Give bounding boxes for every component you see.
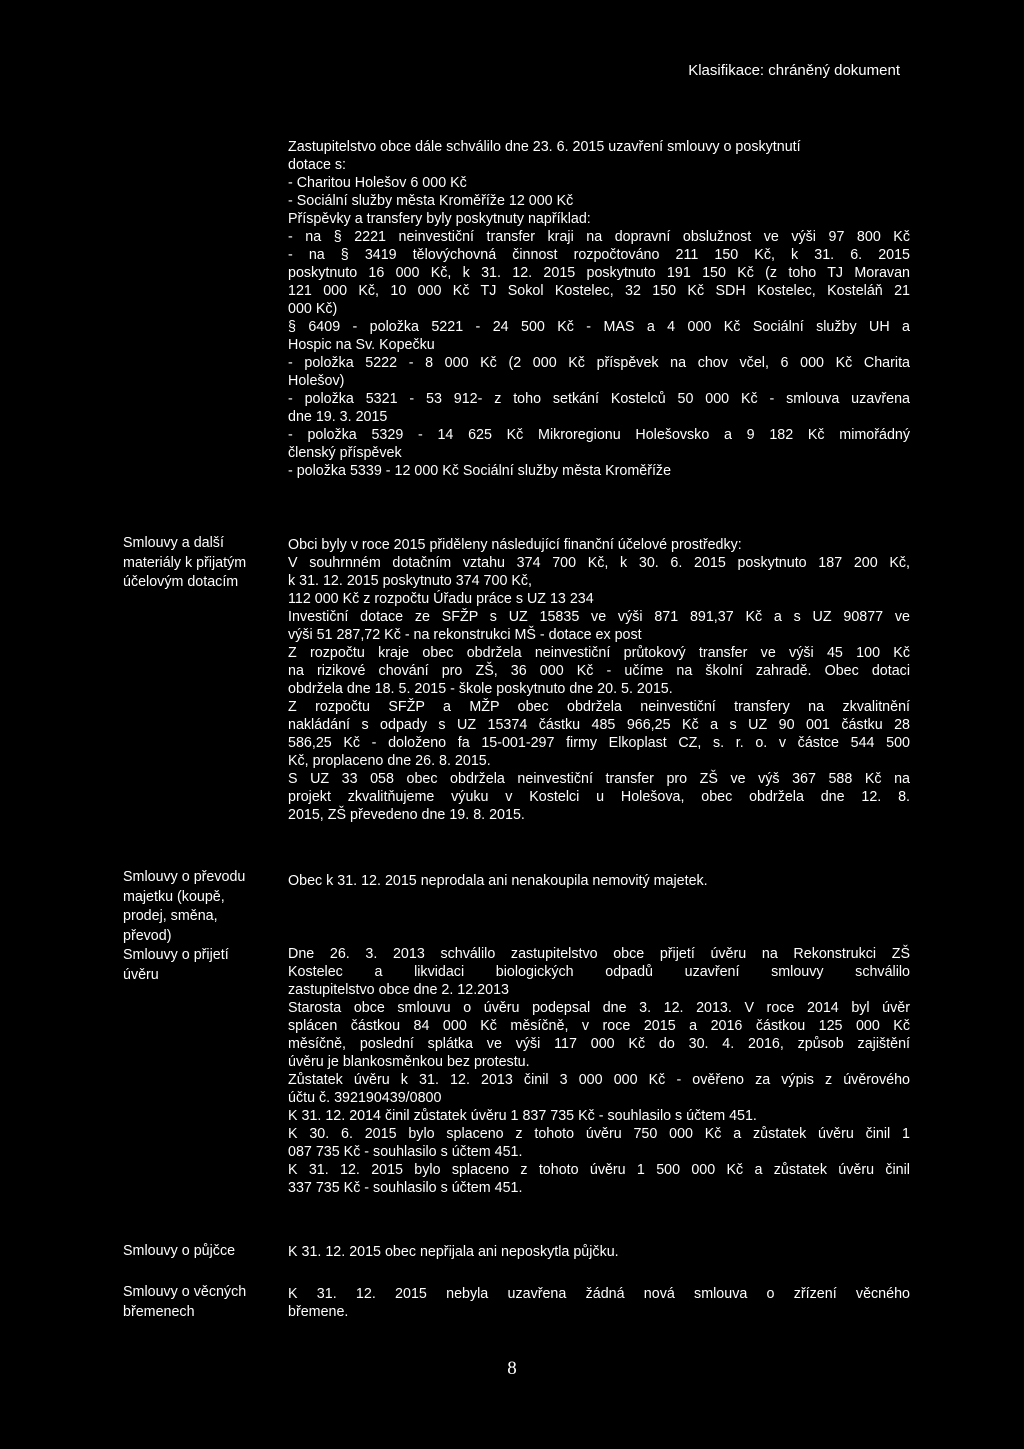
- text-line: - položka 5329 - 14 625 Kč Mikroregionu Holešovsko a 9 182 Kč mimořádný: [288, 427, 910, 443]
- text-line: 586,25 Kč - doloženo fa 15-001-297 firmy Elkoplast CZ, s. r. o. v částce 544 500: [288, 735, 910, 751]
- text-line: - Sociální služby města Kroměříže 12 000 Kč: [288, 193, 574, 209]
- text-line: Obec k 31. 12. 2015 neprodala ani nenakoupila nemovitý majetek.: [288, 873, 708, 889]
- text-line: 2015, ZŠ převedeno dne 19. 8. 2015.: [288, 807, 525, 823]
- text-line: - na § 2221 neinvestiční transfer kraji na dopravní obslužnost ve výši 97 800 Kč: [288, 229, 910, 245]
- text-line: Příspěvky a transfery byly poskytnuty například:: [288, 211, 591, 227]
- text-line: splácen částkou 84 000 Kč měsíčně, v roce 2015 a 2016 částkou 125 000 Kč: [288, 1018, 910, 1034]
- section-label-pujcky: Smlouvy o půjčce: [123, 1243, 236, 1259]
- text-line: - na § 3419 tělovýchovná činnost rozpočtováno 211 150 Kč, k 31. 6. 2015: [288, 247, 910, 263]
- text-line: 337 735 Kč - souhlasilo s účtem 451.: [288, 1180, 523, 1196]
- text-line: - Charitou Holešov 6 000 Kč: [288, 175, 467, 191]
- text-line: 121 000 Kč, 10 000 Kč TJ Sokol Kostelec, 32 150 Kč SDH Kostelec, Kosteláň 21: [288, 283, 910, 299]
- text-line: 112 000 Kč z rozpočtu Úřadu práce s UZ 13 234: [288, 591, 594, 607]
- page-number: 8: [507, 1358, 517, 1379]
- text-line: účtu č. 392190439/0800: [288, 1090, 442, 1106]
- text-line: Z rozpočtu kraje obec obdržela neinvestiční průtokový transfer ve výši 45 100 Kč: [288, 645, 910, 661]
- text-line: K 31. 12. 2015 bylo splaceno z tohoto úvěru 1 500 000 Kč a zůstatek úvěru činil: [288, 1162, 910, 1178]
- text-line: výši 51 287,72 Kč - na rekonstrukci MŠ - dotace ex post: [288, 627, 642, 643]
- text-line: Hospic na Sv. Kopečku: [288, 337, 435, 353]
- text-line: § 6409 - položka 5221 - 24 500 Kč - MAS a 4 000 Kč Sociální služby UH a: [288, 319, 910, 335]
- text-line: zastupitelstvo obce dne 2. 12.2013: [288, 982, 509, 998]
- text-line: měsíčně, poslední splátka ve výši 117 000 Kč do 30. 4. 2016, způsob zajištění: [288, 1036, 910, 1052]
- text-line: Dne 26. 3. 2013 schválilo zastupitelstvo obce přijetí úvěru na Rekonstrukci ZŠ: [288, 946, 910, 962]
- text-line: K 31. 12. 2015 obec nepřijala ani neposkytla půjčku.: [288, 1244, 619, 1260]
- section-text-prevod: [288, 872, 910, 890]
- text-line: dne 19. 3. 2015: [288, 409, 388, 425]
- section-text-bremena: [288, 1285, 910, 1321]
- text-line: Kč, proplaceno dne 26. 8. 2015.: [288, 753, 491, 769]
- section-label-bremena: Smlouvy o věcných břemenech: [123, 1284, 247, 1320]
- text-line: Starosta obce smlouvu o úvěru podepsal dne 3. 12. 2013. V roce 2014 byl úvěr: [288, 1000, 910, 1016]
- text-line: - položka 5222 - 8 000 Kč (2 000 Kč příspěvek na chov včel, 6 000 Kč Charita: [288, 355, 910, 371]
- text-line: 000 Kč): [288, 301, 338, 317]
- text-line: K 31. 12. 2014 činil zůstatek úvěru 1 837 735 Kč - souhlasilo s účtem 451.: [288, 1108, 757, 1124]
- classification-header: Klasifikace: chráněný dokument: [688, 62, 900, 79]
- text-line: břemene.: [288, 1304, 349, 1320]
- text-line: k 31. 12. 2015 poskytnuto 374 700 Kč,: [288, 573, 533, 589]
- text-line: úvěru je blankosměnkou bez protestu.: [288, 1054, 530, 1070]
- section-label-prevod: Smlouvy o převodu majetku (koupě, prodej, směna, převod) Smlouvy o přijetí úvěru: [123, 869, 246, 983]
- text-line: Holešov): [288, 373, 345, 389]
- text-line: K 31. 12. 2015 nebyla uzavřena žádná nová smlouva o zřízení věcného: [288, 1286, 910, 1302]
- text-line: Zastupitelstvo obce dále schválilo dne 23. 6. 2015 uzavření smlouvy o poskytnutí: [288, 139, 801, 155]
- text-line: 087 735 Kč - souhlasilo s účtem 451.: [288, 1144, 523, 1160]
- section-text-dotace: [288, 536, 910, 824]
- text-line: S UZ 33 058 obec obdržela neinvestiční transfer pro ZŠ ve výš 367 588 Kč na: [288, 771, 910, 787]
- text-line: - položka 5339 - 12 000 Kč Sociální služby města Kroměříže: [288, 463, 672, 479]
- section-text-uver: [288, 945, 910, 1197]
- text-line: projekt zkvalitňujeme výuku v Kostelci u Holešova, obec obdržela dne 12. 8.: [288, 789, 910, 805]
- text-line: Obci byly v roce 2015 přiděleny následující finanční účelové prostředky:: [288, 537, 742, 553]
- text-line: Investiční dotace ze SFŽP s UZ 15835 ve výši 871 891,37 Kč a s UZ 90877 ve: [288, 609, 910, 625]
- text-line: Kostelec a likvidaci biologických odpadů uzavření smlouvy schválilo: [288, 964, 910, 980]
- section-text-pujcky: [288, 1243, 910, 1261]
- text-line: dotace s:: [288, 157, 347, 173]
- intro-block: [288, 138, 910, 480]
- text-line: K 30. 6. 2015 bylo splaceno z tohoto úvěru 750 000 Kč a zůstatek úvěru činil 1: [288, 1126, 910, 1142]
- text-line: na rizikové chování pro ZŠ, 36 000 Kč - učíme na školní zahradě. Obec dotaci: [288, 663, 910, 679]
- text-line: obdržela dne 18. 5. 2015 - škole poskytnuto dne 20. 5. 2015.: [288, 681, 673, 697]
- text-line: nakládání s odpady s UZ 15374 částku 485 966,25 Kč a s UZ 90 001 částku 28: [288, 717, 910, 733]
- text-line: členský příspěvek: [288, 445, 402, 461]
- text-line: - položka 5321 - 53 912- z toho setkání Kostelců 50 000 Kč - smlouva uzavřena: [288, 391, 910, 407]
- section-label-dotace: Smlouvy a další materiály k přijatým účelovým dotacím: [123, 535, 247, 590]
- text-line: poskytnuto 16 000 Kč, k 31. 12. 2015 poskytnuto 191 150 Kč (z toho TJ Moravan: [288, 265, 910, 281]
- text-line: V souhrnném dotačním vztahu 374 700 Kč, k 30. 6. 2015 poskytnuto 187 200 Kč,: [288, 555, 910, 571]
- text-line: Zůstatek úvěru k 31. 12. 2013 činil 3 000 000 Kč - ověřeno za výpis z úvěrového: [288, 1072, 910, 1088]
- text-line: Z rozpočtu SFŽP a MŽP obec obdržela neinvestiční transfery na zkvalitnění: [288, 699, 910, 715]
